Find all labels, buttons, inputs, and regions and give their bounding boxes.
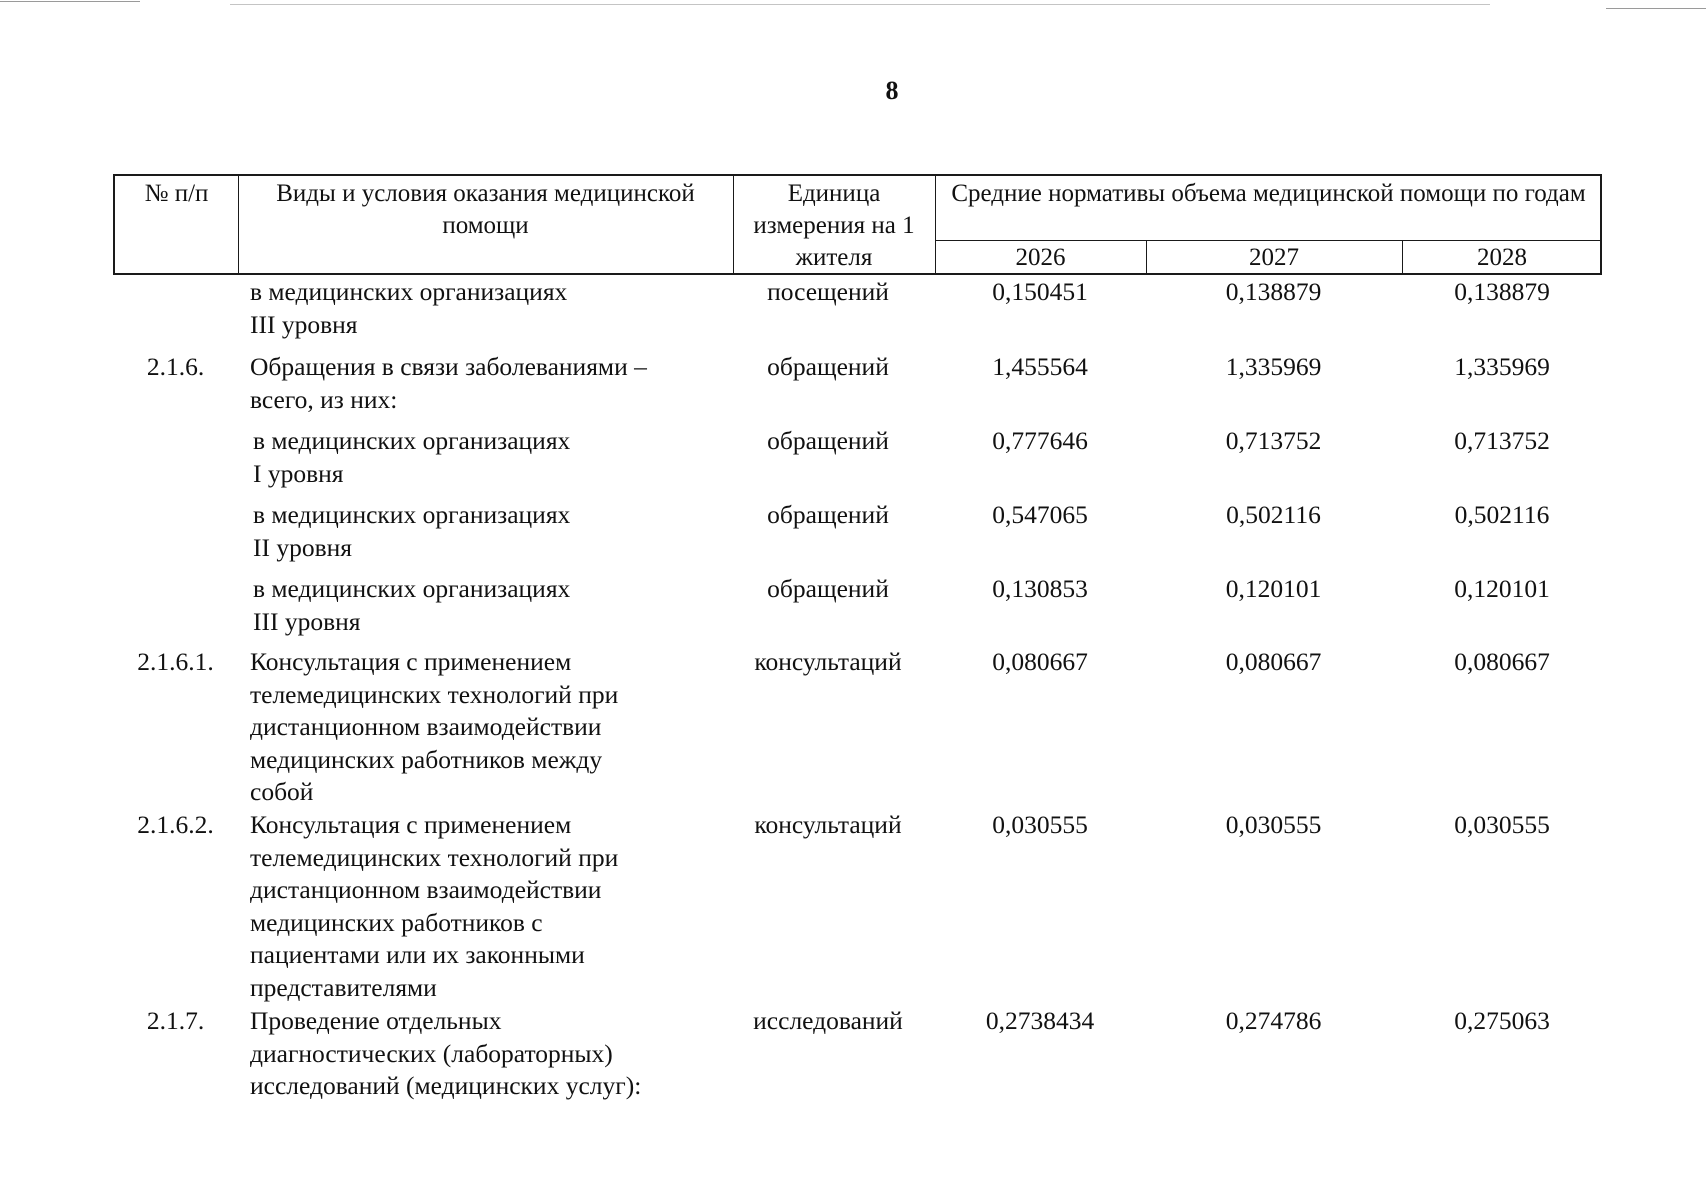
row-value-2028: 1,335969 bbox=[1454, 352, 1550, 381]
row-number: 2.1.6. bbox=[146, 352, 205, 381]
header-year-2028: 2028 bbox=[1477, 244, 1527, 271]
row-number: 2.1.6.1. bbox=[137, 647, 214, 676]
row-number: 2.1.7. bbox=[146, 1006, 205, 1035]
scan-edge-line bbox=[1606, 8, 1706, 9]
row-value-2028: 0,138879 bbox=[1454, 277, 1550, 306]
row-value-2026: 0,130853 bbox=[992, 574, 1088, 603]
row-unit: исследований bbox=[753, 1006, 903, 1035]
row-value-2028: 0,275063 bbox=[1454, 1006, 1550, 1035]
row-divider bbox=[935, 240, 1600, 241]
row-value-2028: 0,120101 bbox=[1454, 574, 1550, 603]
row-value-2028: 0,713752 bbox=[1454, 426, 1550, 455]
row-name: в медицинских организациях III уровня bbox=[250, 277, 568, 339]
row-value-2027: 0,120101 bbox=[1225, 574, 1322, 603]
row-unit: обращений bbox=[767, 500, 889, 529]
row-name: Обращения в связи заболеваниями – всего, из них: bbox=[250, 352, 647, 414]
table-header bbox=[113, 174, 1602, 275]
page-number: 8 bbox=[885, 76, 899, 105]
row-value-2027: 0,502116 bbox=[1226, 500, 1321, 529]
row-value-2028: 0,030555 bbox=[1454, 810, 1550, 839]
row-value-2027: 0,713752 bbox=[1225, 426, 1322, 455]
scan-edge-line bbox=[0, 1, 140, 2]
header-volume: Средние нормативы объема медицинской помощи по годам bbox=[951, 180, 1586, 207]
header-name: Виды и условия оказания медицинской помощи bbox=[276, 180, 695, 239]
row-unit: обращений bbox=[767, 574, 889, 603]
row-unit: обращений bbox=[767, 426, 889, 455]
header-num: № п/п bbox=[144, 180, 209, 207]
row-value-2027: 1,335969 bbox=[1225, 352, 1322, 381]
row-name: Проведение отдельных диагностических (лабораторных) исследований (медицинских услуг): bbox=[250, 1006, 642, 1100]
header-year-2027: 2027 bbox=[1249, 244, 1299, 271]
row-value-2026: 0,080667 bbox=[992, 647, 1088, 676]
row-value-2026: 0,150451 bbox=[992, 277, 1088, 306]
row-name: Консультация с применением телемедицинских технологий при дистанционном взаимодействии медицинских работников с пациентами или их законными представителями bbox=[250, 810, 619, 1002]
row-value-2026: 0,2738434 bbox=[985, 1006, 1095, 1035]
scan-edge-line bbox=[230, 4, 1490, 5]
row-value-2026: 1,455564 bbox=[992, 352, 1088, 381]
header-unit: Единица измерения на 1 жителя bbox=[753, 180, 915, 271]
row-unit: обращений bbox=[767, 352, 889, 381]
row-value-2027: 0,138879 bbox=[1225, 277, 1322, 306]
row-number: 2.1.6.2. bbox=[137, 810, 214, 839]
row-unit: посещений bbox=[767, 277, 889, 306]
row-value-2026: 0,777646 bbox=[992, 426, 1088, 455]
row-value-2028: 0,080667 bbox=[1454, 647, 1550, 676]
row-unit: консультаций bbox=[754, 647, 902, 676]
row-name: Консультация с применением телемедицинских технологий при дистанционном взаимодействии медицинских работников между собой bbox=[250, 647, 619, 806]
row-value-2027: 0,030555 bbox=[1225, 810, 1322, 839]
row-value-2027: 0,080667 bbox=[1225, 647, 1322, 676]
header-year-2026: 2026 bbox=[1015, 244, 1066, 271]
row-name: в медицинских организациях III уровня bbox=[253, 574, 571, 636]
row-value-2027: 0,274786 bbox=[1225, 1006, 1322, 1035]
row-value-2026: 0,547065 bbox=[992, 500, 1088, 529]
row-value-2026: 0,030555 bbox=[992, 810, 1088, 839]
row-name: в медицинских организациях I уровня bbox=[253, 426, 571, 488]
row-name: в медицинских организациях II уровня bbox=[253, 500, 571, 562]
row-unit: консультаций bbox=[754, 810, 902, 839]
row-value-2028: 0,502116 bbox=[1454, 500, 1550, 529]
